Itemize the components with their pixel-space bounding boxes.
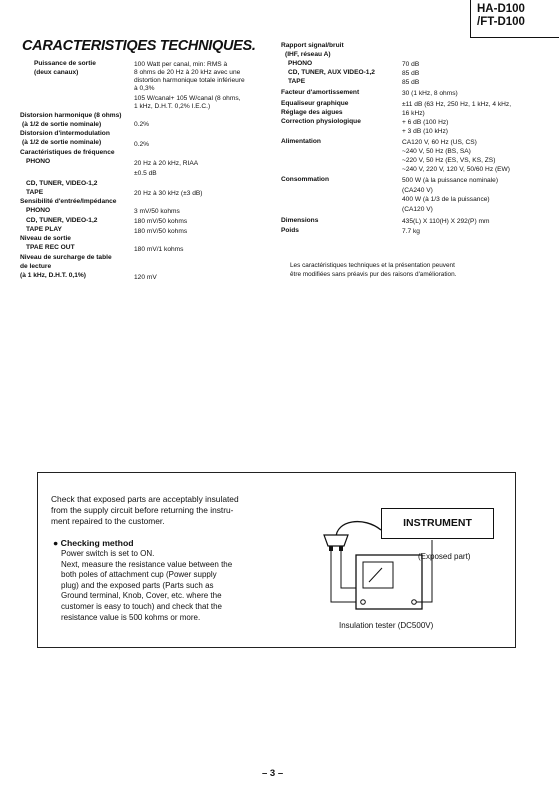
method-line: both poles of attachment cup (Power supply: [61, 570, 217, 580]
spec-label: TAPE: [26, 189, 44, 196]
test-lead: [331, 551, 356, 602]
model-number-box: [470, 0, 559, 38]
spec-value: 400 W (à 1/3 de la puissance): [402, 196, 490, 203]
page-number: – 3 –: [262, 768, 284, 779]
spec-label: (à 1 kHz, D.H.T. 0,1%): [20, 272, 86, 279]
spec-value: distortion harmonique totale inférieure: [134, 77, 245, 84]
spec-value: (CA240 V): [402, 187, 433, 194]
spec-label: (IHF, réseau A): [285, 51, 331, 58]
spec-value: ~220 V, 50 Hz (ES, VS, KS, ZS): [402, 157, 496, 164]
spec-label: Distorsion harmonique (8 ohms): [20, 112, 122, 119]
method-line: Ground terminal, Knob, Cover, etc. where the: [61, 591, 222, 601]
spec-label: TAPE: [288, 78, 306, 85]
spec-label: (à 1/2 de sortie nominale): [22, 121, 102, 128]
meter-window: [363, 562, 393, 588]
disclaimer-note: Les caractéristiques techniques et la présentation peuvent: [290, 262, 455, 269]
spec-label: PHONO: [26, 207, 51, 214]
spec-label: CD, TUNER, VIDEO-1,2: [26, 217, 98, 224]
spec-value: ~240 V, 220 V, 120 V, 50/60 Hz (EW): [402, 166, 510, 173]
spec-value: 20 Hz à 30 kHz (±3 dB): [134, 190, 203, 197]
spec-value: 85 dB: [402, 70, 420, 77]
spec-value: 100 Watt per canal, min: RMS à: [134, 61, 228, 68]
spec-value: 85 dB: [402, 79, 420, 86]
method-line: Power switch is set to ON.: [61, 549, 155, 558]
method-line: plug) and the exposed parts (Parts such as: [61, 580, 214, 590]
spec-label: CD, TUNER, AUX VIDEO-1,2: [288, 69, 375, 76]
terminal-icon: [412, 600, 417, 605]
spec-label: Equaliseur graphique: [281, 100, 349, 107]
spec-label: PHONO: [288, 60, 313, 67]
spec-label: CD, TUNER, VIDEO-1,2: [26, 180, 98, 187]
spec-value: 180 mV/1 kohms: [134, 246, 184, 253]
spec-value: 500 W (à la puissance nominale): [402, 177, 499, 184]
spec-value: 8 ohms de 20 Hz à 20 kHz avec une: [134, 69, 241, 76]
spec-value: (CA120 V): [402, 206, 433, 213]
spec-value: 180 mV/50 kohms: [134, 218, 188, 225]
spec-label: Caractéristiques de fréquence: [20, 149, 115, 156]
bullet-icon: ●: [53, 538, 59, 548]
spec-value: 1 kHz, D.H.T. 0,2% I.E.C.): [134, 103, 211, 110]
spec-label: de lecture: [20, 263, 52, 270]
spec-label: Consommation: [281, 176, 329, 183]
instrument-box: INSTRUMENT: [381, 508, 494, 539]
spec-label: Niveau de surcharge de table: [20, 254, 112, 261]
spec-value: + 6 dB (100 Hz): [402, 119, 449, 126]
exposed-part-label: (Exposed part): [418, 552, 471, 561]
test-lead: [341, 551, 356, 588]
model-line-1: HA-D100: [477, 3, 525, 15]
spec-label: Réglage des aigues: [281, 109, 343, 116]
spec-label: Facteur d'amortissement: [281, 89, 360, 96]
checking-method-heading: [53, 538, 134, 548]
spec-label: Dimensions: [281, 217, 319, 224]
spec-label: Puissance de sortie: [34, 60, 96, 67]
spec-value: ~240 V, 50 Hz (BS, SA): [402, 148, 471, 155]
page-title: CARACTERISTIQES TECHNIQUES.: [22, 38, 256, 54]
tester-label: Insulation tester (DC500V): [339, 621, 434, 630]
terminal-icon: [361, 600, 366, 605]
spec-value: ±0.5 dB: [134, 170, 157, 177]
method-line: customer is easy to touch) and check that the: [61, 601, 222, 611]
spec-label: (deux canaux): [34, 69, 79, 76]
checking-method-title: Checking method: [60, 538, 134, 548]
disclaimer-note: être modifiées sans préavis pur des raisons d'amélioration.: [290, 271, 457, 278]
spec-label: Niveau de sortie: [20, 235, 71, 242]
checking-method-body: [61, 549, 282, 623]
spec-label: TPAE REC OUT: [26, 244, 75, 251]
spec-value: 30 (1 kHz, 8 ohms): [402, 90, 458, 97]
spec-label: TAPE PLAY: [26, 226, 62, 233]
spec-value: 7.7 kg: [402, 228, 420, 235]
spec-value: 435(L) X 110(H) X 292(P) mm: [402, 218, 490, 225]
spec-value: + 3 dB (10 kHz): [402, 128, 448, 135]
spec-label: Distorsion d'intermodulation: [20, 130, 110, 137]
plug-prong: [339, 546, 343, 551]
plug-prong: [329, 546, 333, 551]
spec-value: 0.2%: [134, 141, 150, 148]
spec-value: 70 dB: [402, 61, 420, 68]
spec-label: PHONO: [26, 158, 51, 165]
spec-label: Alimentation: [281, 138, 321, 145]
spec-label: Correction physiologique: [281, 118, 361, 125]
safety-line: Check that exposed parts are acceptably insulated: [51, 494, 239, 504]
method-line: resistance value is 500 kohms or more.: [61, 612, 201, 622]
spec-value: 3 mV/50 kohms: [134, 208, 180, 215]
spec-value: 105 W/canal+ 105 W/canal (8 ohms,: [134, 95, 241, 102]
spec-value: 120 mV: [134, 274, 157, 281]
spec-value: à 0,3%: [134, 85, 155, 92]
spec-value: ±11 dB (63 Hz, 250 Hz, 1 kHz, 4 kHz,: [402, 101, 512, 108]
safety-line: from the supply circuit before returning the instru-: [51, 504, 234, 515]
safety-instruction: [51, 494, 279, 526]
spec-value: 0.2%: [134, 121, 150, 128]
spec-label: (à 1/2 de sortie nominale): [22, 139, 102, 146]
spec-value: 16 kHz): [402, 110, 425, 117]
spec-value: CA120 V, 60 Hz (US, CS): [402, 139, 477, 146]
model-line-2: /FT-D100: [477, 16, 525, 28]
spec-label: Sensibilité d'entrée/Impédance: [20, 198, 117, 205]
spec-value: 20 Hz à 20 kHz, RIAA: [134, 160, 199, 167]
method-line: Next, measure the resistance value between the: [61, 559, 233, 569]
spec-label: Rapport signal/bruit: [281, 42, 344, 49]
safety-line: ment repaired to the customer.: [51, 515, 165, 526]
spec-value: 180 mV/50 kohms: [134, 228, 188, 235]
power-plug-icon: [324, 535, 348, 546]
spec-label: Poids: [281, 227, 299, 234]
